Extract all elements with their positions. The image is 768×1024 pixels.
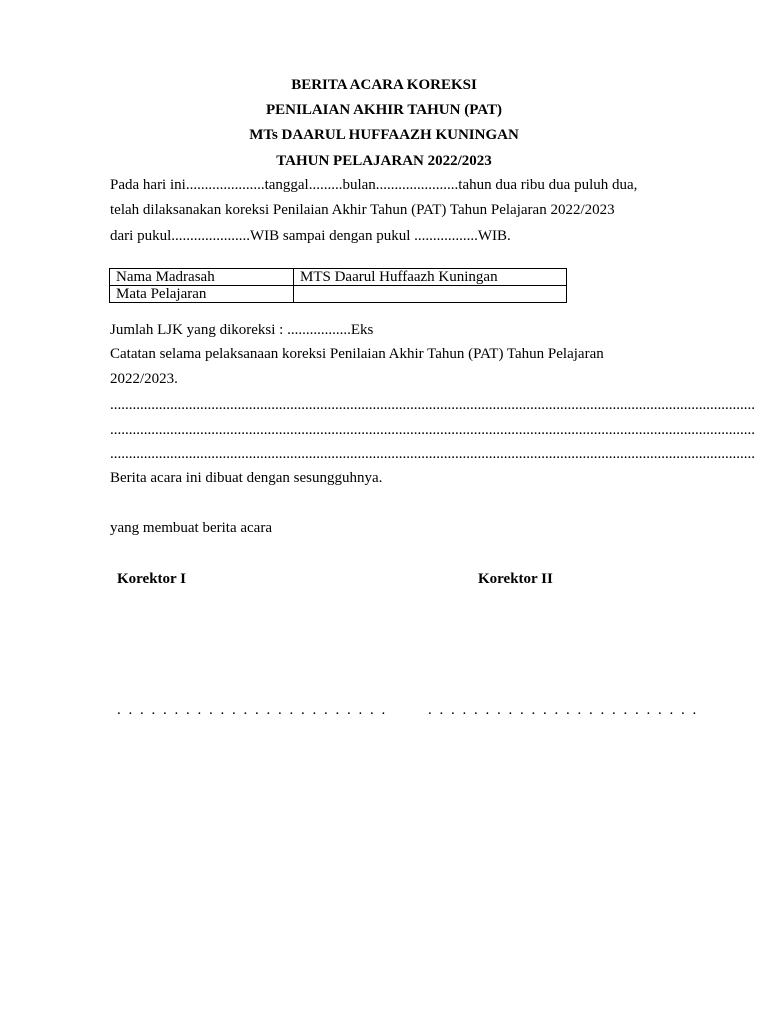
table-row xyxy=(110,269,567,286)
notes-line-1: Catatan selama pelaksanaan koreksi Penilaian Akhir Tahun (PAT) Tahun Pelajaran xyxy=(110,346,604,362)
ljk-count-line: Jumlah LJK yang dikoreksi : .................Eks xyxy=(110,322,374,338)
notes-line-2: 2022/2023. xyxy=(110,371,178,387)
madrasah-label: Nama Madrasah xyxy=(110,269,294,286)
signature-line-2: . . . . . . . . . . . . . . . . . . . . . . . . xyxy=(428,702,699,718)
document-title: BERITA ACARA KOREKSI xyxy=(291,77,477,93)
opening-line-1: Pada hari ini.....................tanggal.........bulan......................tahun dua ribu dua puluh dua, xyxy=(110,177,638,193)
academic-year: TAHUN PELAJARAN 2022/2023 xyxy=(276,153,492,169)
dotted-fill-line: ............................................................................................................................................................................ xyxy=(110,397,755,413)
signature-line-1: . . . . . . . . . . . . . . . . . . . . . . . . xyxy=(117,702,388,718)
dotted-fill-line: ............................................................................................................................................................................ xyxy=(110,446,755,462)
opening-line-3: dari pukul.....................WIB sampai dengan pukul .................WIB. xyxy=(110,228,511,244)
korektor-2-label: Korektor II xyxy=(478,571,553,587)
dotted-fill-line: ............................................................................................................................................................................ xyxy=(110,422,755,438)
subject-label: Mata Pelajaran xyxy=(110,286,294,303)
closing-statement: Berita acara ini dibuat dengan sesungguhnya. xyxy=(110,470,383,486)
subject-value xyxy=(294,286,567,303)
maker-label: yang membuat berita acara xyxy=(110,520,272,536)
madrasah-value: MTS Daarul Huffaazh Kuningan xyxy=(294,269,567,286)
opening-line-2: telah dilaksanakan koreksi Penilaian Akhir Tahun (PAT) Tahun Pelajaran 2022/2023 xyxy=(110,202,615,218)
info-table xyxy=(109,268,567,303)
korektor-1-label: Korektor I xyxy=(117,571,187,587)
document-subtitle: PENILAIAN AKHIR TAHUN (PAT) xyxy=(266,102,502,118)
table-row xyxy=(110,286,567,303)
school-name: MTs DAARUL HUFFAAZH KUNINGAN xyxy=(249,127,519,143)
